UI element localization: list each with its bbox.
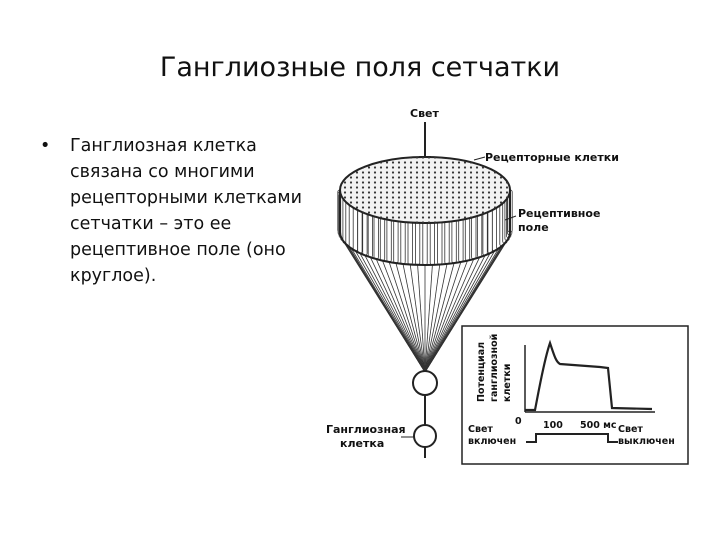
stim-on-label-1: Свет [468, 424, 493, 435]
label-receptive-field-2: поле [518, 221, 549, 234]
inset-ylabel-3: клетки [502, 363, 513, 402]
bullet-text: Ганглиозная клетка связана со многими рецепторными клетками сетчатки – это ее рецептивное поле (оно круглое). [70, 136, 302, 286]
tick-label-0: 0 [515, 416, 522, 427]
stim-on-label-2: включен [468, 436, 517, 447]
ganglion-cell [413, 371, 437, 458]
nerve-strand [396, 263, 425, 372]
nerve-strand [425, 264, 447, 372]
label-ganglion-1: Ганглиозная [326, 423, 406, 436]
label-light: Свет [410, 107, 439, 120]
slide-title: Ганглиозные поля сетчатки [159, 52, 561, 83]
label-ganglion-2: клетка [340, 437, 385, 450]
bullet-marker: • [40, 136, 51, 156]
label-receptive-field-1: Рецептивное [518, 207, 601, 220]
nerve-strand [376, 259, 425, 372]
inset-ylabel-2: ганглиозной [489, 333, 500, 402]
label-receptor-cells: Рецепторные клетки [485, 151, 619, 164]
inset-ylabel-1: Потенциал [476, 341, 487, 402]
ganglion-potential-inset [462, 326, 688, 464]
nerve-strand [403, 264, 425, 372]
stim-off-label-2: выключен [618, 436, 675, 447]
nerve-strand [355, 251, 425, 372]
nerve-strand [425, 263, 454, 372]
tick-label-100: 100 [543, 420, 563, 431]
stim-off-label-1: Свет [618, 424, 643, 435]
nerve-strand [365, 255, 425, 372]
tick-label-500: 500 мс [580, 420, 617, 431]
